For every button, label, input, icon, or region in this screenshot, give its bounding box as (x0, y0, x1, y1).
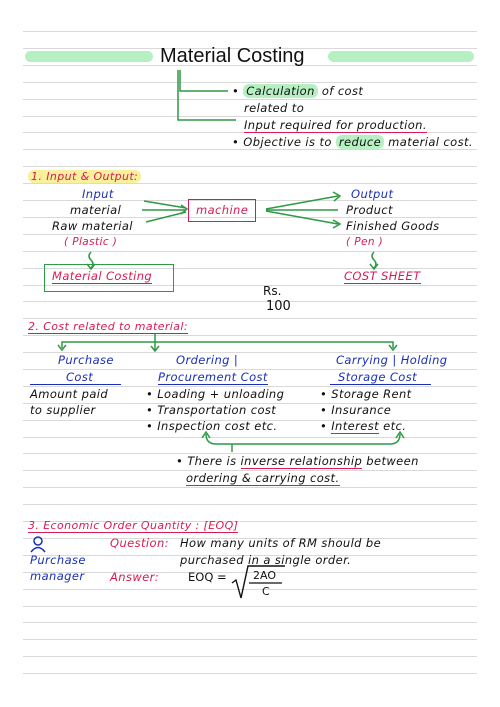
question-line2: purchased in a single order. (180, 553, 352, 567)
intro-bullet-2-post: material cost. (388, 135, 473, 149)
machine-label: machine (196, 203, 249, 217)
pen-label: ( Pen ) (346, 236, 384, 248)
carrying-item1: • Storage Rent (320, 387, 412, 401)
intro-bullet-1: • Calculation of cost (232, 84, 364, 98)
inverse-note-pre: There is (187, 454, 237, 468)
ordering-title2: Procurement Cost (158, 370, 268, 384)
page-title: Material Costing (160, 45, 305, 67)
carrying-item2: • Insurance (320, 403, 392, 417)
intro-bullet-2: • Objective is to reduce material cost. (232, 135, 473, 149)
intro-bullet-1-line3-wrap (244, 120, 427, 132)
section3-heading-wrap (28, 520, 238, 531)
cost-bracket (62, 342, 393, 348)
reduce-highlight: reduce (336, 135, 384, 149)
output-label: Output (351, 187, 394, 201)
eoq-lhs: EOQ = (188, 570, 227, 584)
ordering-item2: • Transportation cost (146, 403, 277, 417)
arrow-1 (144, 201, 186, 208)
eoq-numerator: 2AO (253, 569, 276, 582)
ordering-item1-text: Loading + unloading (157, 387, 285, 401)
intro-bullet-1-line2: related to (244, 101, 305, 115)
intro-bullet-2-pre: Objective is to (243, 135, 332, 149)
person-head-icon (34, 537, 42, 545)
input-label: Input (82, 187, 114, 201)
manager-label: manager (30, 569, 85, 583)
purchase-cost-line1: Amount paid (30, 387, 109, 401)
calculation-highlight: Calculation (243, 84, 318, 98)
product-label: Product (346, 203, 393, 217)
intro-bullet-1-rest: of cost (321, 84, 364, 98)
amount-label: 100 (266, 299, 291, 314)
purchase-cost-title2: Cost (30, 370, 121, 385)
arrow-6 (266, 211, 338, 224)
ordering-item3-text: Inspection cost etc. (157, 419, 278, 433)
answer-label: Answer: (110, 570, 160, 584)
section1-heading: 1. Input & Output: (28, 170, 141, 183)
ordering-item1: • Loading + unloading (146, 387, 285, 401)
title-connector-2 (178, 70, 236, 120)
section2-heading-wrap (28, 321, 188, 332)
inverse-relationship-underlined: inverse relationship (240, 454, 363, 468)
purchase-cost-title1: Purchase (58, 353, 114, 367)
purchase-cost-title2-wrap (30, 372, 121, 384)
ordering-item3: • Inspection cost etc. (146, 419, 278, 433)
section2-heading: 2. Cost related to material: (28, 320, 188, 333)
carrying-item2-text: Insurance (331, 403, 392, 417)
ordering-title2-wrap (158, 372, 268, 384)
raw-material-label: Raw material (52, 219, 133, 233)
cost-sheet-label: COST SHEET (344, 269, 421, 283)
purchase-cost-line2: to supplier (30, 403, 96, 417)
question-label: Question: (110, 536, 169, 550)
intro-bullet-1-line3: Input required for production. (244, 118, 427, 132)
eoq-denominator: C (262, 585, 270, 598)
material-label: material (70, 203, 122, 217)
inverse-note: • There is inverse relationship between (176, 454, 419, 468)
inverse-arrow (206, 434, 400, 444)
finished-goods-label: Finished Goods (346, 219, 440, 233)
carrying-item3-rest: etc. (383, 419, 407, 433)
carrying-item1-text: Storage Rent (331, 387, 412, 401)
carrying-title2: Storage Cost (330, 370, 431, 385)
arrow-4 (266, 196, 338, 209)
material-costing-label: Material Costing (52, 269, 153, 283)
inverse-note-post: between (366, 454, 419, 468)
cost-sheet-wrap (344, 271, 421, 283)
rs-label: Rs. (263, 284, 282, 298)
question-line1: How many units of RM should be (180, 536, 382, 550)
carrying-item3: • Interest etc. (320, 419, 407, 433)
ordering-item2-text: Transportation cost (157, 403, 277, 417)
purchase-label: Purchase (30, 553, 86, 567)
section3-heading: 3. Economic Order Quantity : [EOQ] (28, 519, 239, 532)
inverse-note-line2-wrap (186, 473, 340, 485)
material-costing-wrap (52, 271, 152, 283)
person-body-icon (31, 548, 45, 553)
arrow-3 (146, 212, 186, 222)
title-connector-1 (180, 70, 228, 91)
ordering-title1: Ordering | (176, 353, 239, 367)
carrying-title2-wrap (330, 372, 431, 384)
plastic-label: ( Plastic ) (64, 236, 118, 248)
interest-underlined: Interest (331, 419, 380, 433)
carrying-title1: Carrying | Holding (336, 353, 448, 367)
inverse-note-line2: ordering & carrying cost. (186, 471, 340, 485)
squiggle-arrow-right (372, 252, 376, 268)
section1-heading-wrap (28, 171, 141, 182)
